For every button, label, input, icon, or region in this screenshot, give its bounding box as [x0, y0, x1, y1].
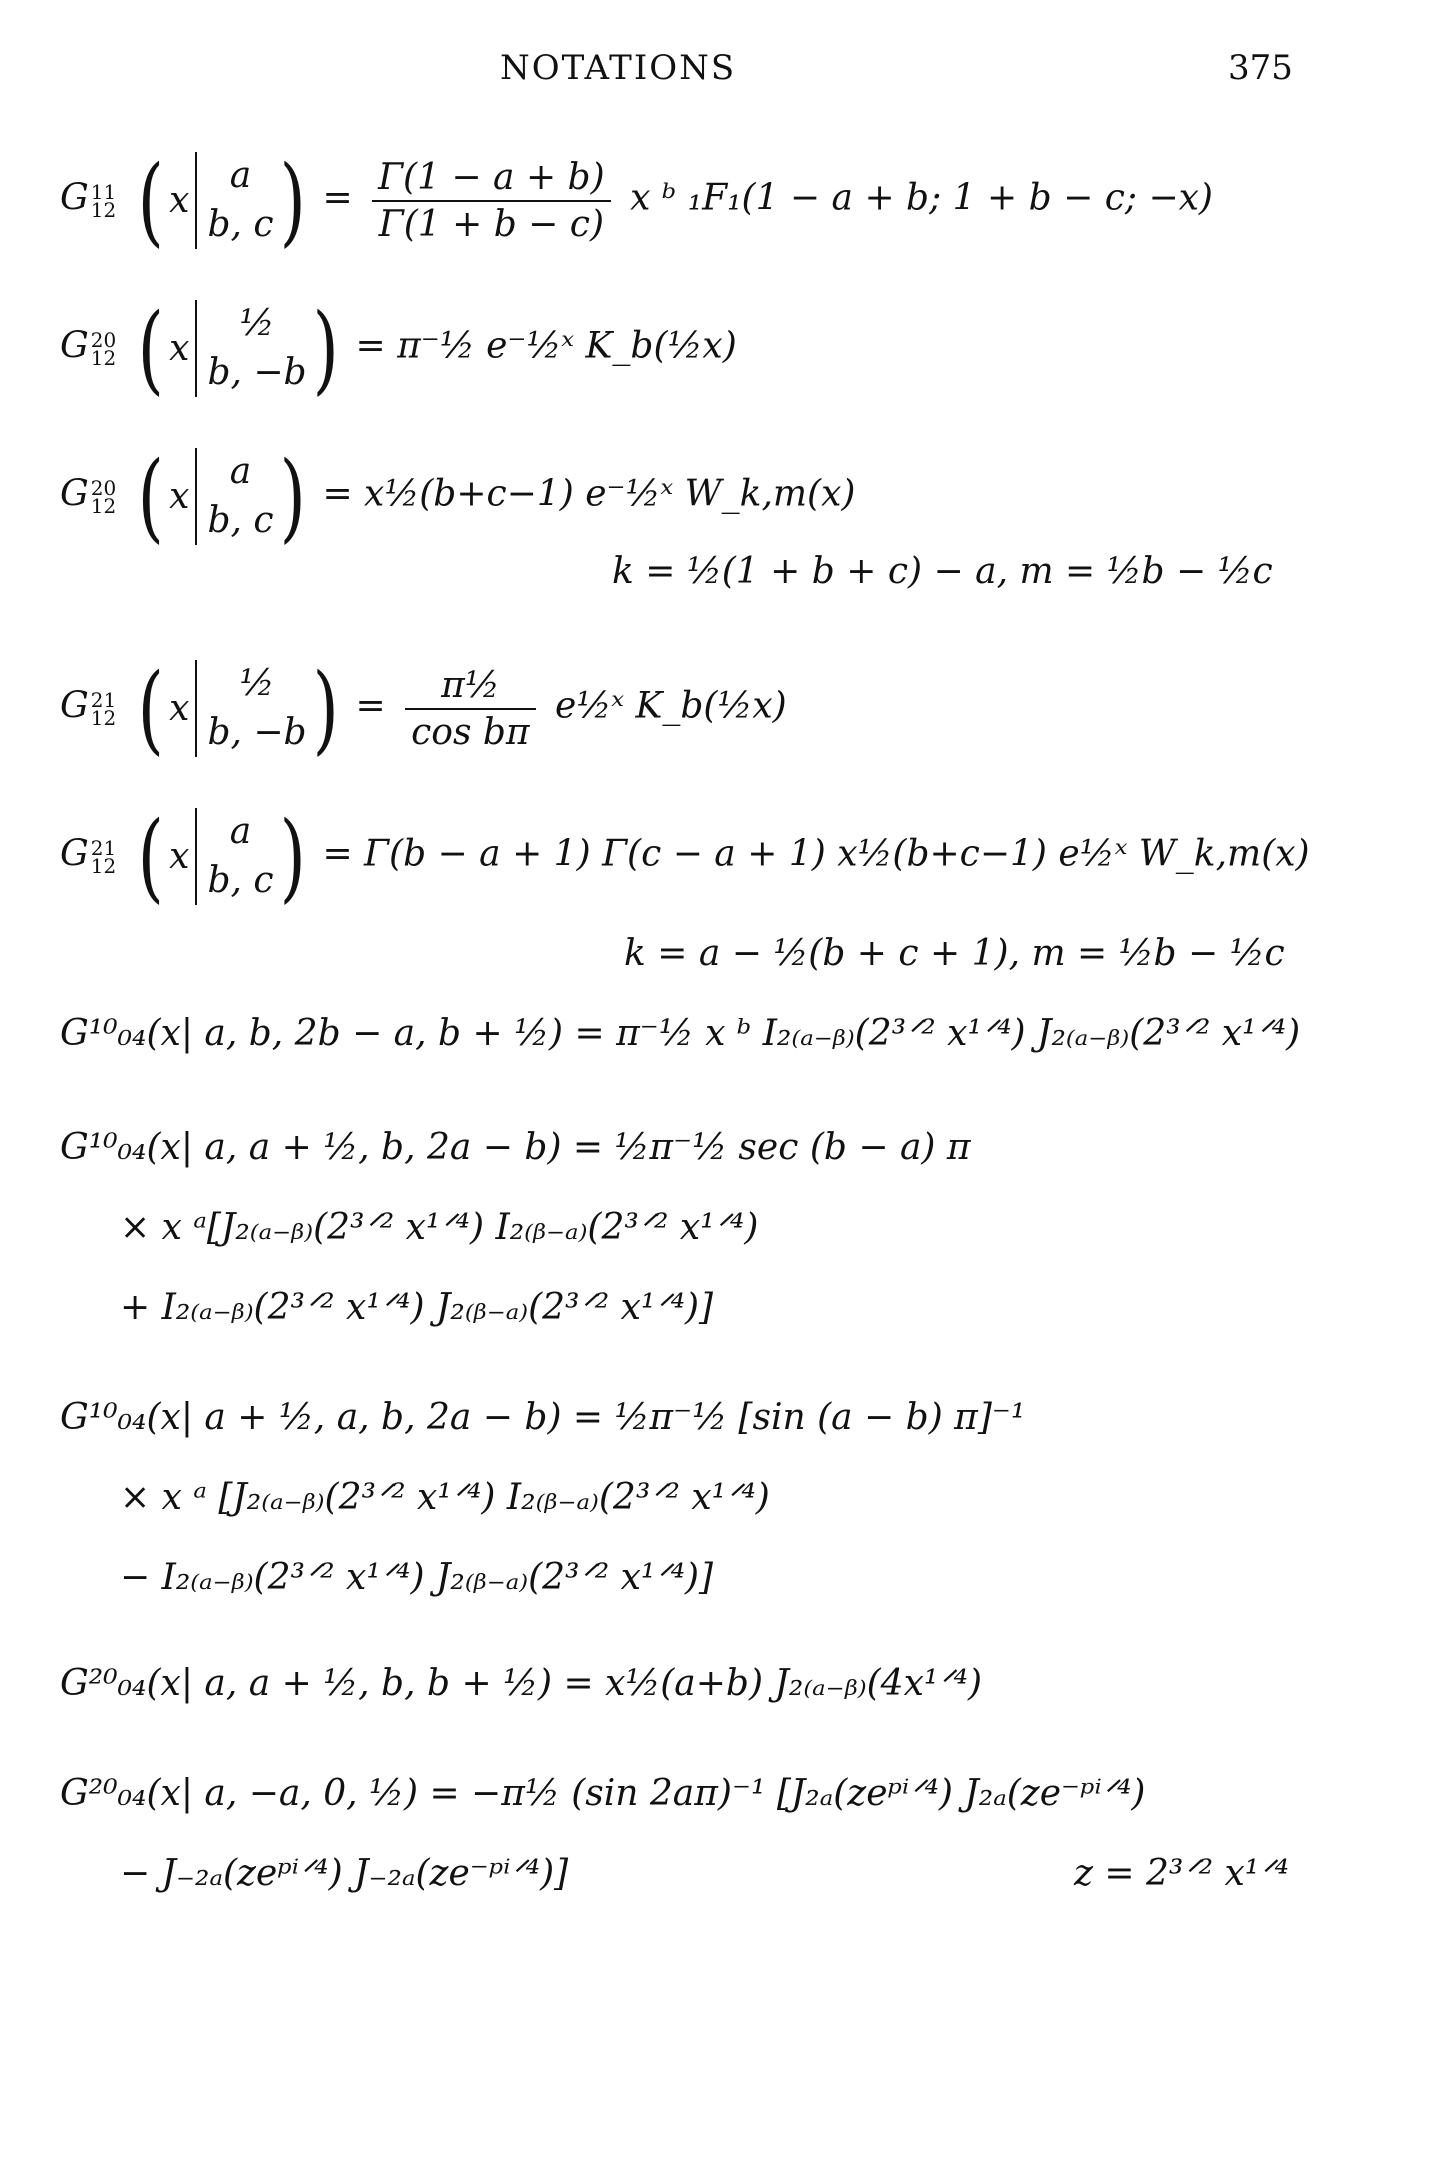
formula-7-line-2: × x ᵃ[J₂₍ₐ₋ᵦ₎(2³ᐟ² x¹ᐟ⁴) I₂₍ᵦ₋ₐ₎(2³ᐟ² x¹ᐟ⁴) [120, 1207, 759, 1248]
fraction-numerator: Γ(1 − a + b) [372, 155, 611, 202]
formula-10-definition: z = 2³ᐟ² x¹ᐟ⁴ [1074, 1853, 1289, 1894]
fraction-denominator: Γ(1 + b − c) [378, 203, 604, 245]
formula-8-line-2: × x ᵃ [J₂₍ₐ₋ᵦ₎(2³ᐟ² x¹ᐟ⁴) I₂₍ᵦ₋ₐ₎(2³ᐟ² x¹ᐟ⁴) [120, 1477, 770, 1518]
formula-1: G 11 12 ( x a b, c ) = $\frac{\Gamma(1 - a + b)}{\Gamma(1 + b - c)}$ x ᵇ ₁F₁(1 − a + b; 1 + b − c; −x) [60, 144, 1213, 257]
formula-rhs: e½ˣ K_b(½x) [555, 685, 787, 727]
formula-10-line-2: − J₋₂ₐ(zeᵖⁱᐟ⁴) J₋₂ₐ(ze⁻ᵖⁱᐟ⁴)] [120, 1853, 569, 1894]
fraction-numerator: π½ [405, 663, 535, 710]
formula-9: G²⁰₀₄(x| a, a + ½, b, b + ½) = x½(a+b) J₂₍ₐ₋ᵦ₎(4x¹ᐟ⁴) [60, 1663, 983, 1704]
formula-rhs: = x½(b+c−1) e⁻½ˣ W_k,m(x) [322, 473, 856, 515]
running-header: NOTATIONS [500, 48, 737, 88]
formula-3-condition: k = ½(1 + b + c) − a, m = ½b − ½c [612, 551, 1273, 592]
formula-4: G 21 12 ( x ½ b, −b ) = $\frac{\text{π½}}{\text{cos bπ}}$ e½ˣ K_b(½x) [60, 652, 787, 765]
formula-3: G 20 12 ( x a b, c ) = x½(b+c−1) e⁻½ˣ W_k,m(x) [60, 440, 856, 553]
formula-rhs: = π⁻½ e⁻½ˣ K_b(½x) [355, 325, 737, 367]
formula-8: G¹⁰₀₄(x| a + ½, a, b, 2a − b) = ½π⁻½ [sin (a − b) π]⁻¹ [60, 1397, 1026, 1438]
page-number: 375 [1228, 48, 1293, 88]
formula-5-condition: k = a − ½(b + c + 1), m = ½b − ½c [624, 933, 1285, 974]
formula-7-line-3: + I₂₍ₐ₋ᵦ₎(2³ᐟ² x¹ᐟ⁴) J₂₍ᵦ₋ₐ₎(2³ᐟ² x¹ᐟ⁴)] [120, 1287, 714, 1328]
formula-2: G 20 12 ( x ½ b, −b ) = π⁻½ e⁻½ˣ K_b(½x) [60, 292, 737, 405]
formula-5: G 21 12 ( x a b, c ) = Γ(b − a + 1) Γ(c − a + 1) x½(b+c−1) e½ˣ W_k,m(x) [60, 800, 1310, 913]
fraction-denominator: cos bπ [411, 711, 530, 753]
formula-10: G²⁰₀₄(x| a, −a, 0, ½) = −π½ (sin 2aπ)⁻¹ [J₂ₐ(zeᵖⁱᐟ⁴) J₂ₐ(ze⁻ᵖⁱᐟ⁴) [60, 1773, 1146, 1814]
formula-8-line-3: − I₂₍ₐ₋ᵦ₎(2³ᐟ² x¹ᐟ⁴) J₂₍ᵦ₋ₐ₎(2³ᐟ² x¹ᐟ⁴)] [120, 1557, 714, 1598]
formula-rhs: x ᵇ ₁F₁(1 − a + b; 1 + b − c; −x) [630, 177, 1213, 219]
formula-7: G¹⁰₀₄(x| a, a + ½, b, 2a − b) = ½π⁻½ sec (b − a) π [60, 1127, 971, 1168]
formula-rhs: = Γ(b − a + 1) Γ(c − a + 1) x½(b+c−1) e½ˣ W_k,m(x) [322, 833, 1310, 875]
formula-6: G¹⁰₀₄(x| a, b, 2b − a, b + ½) = π⁻½ x ᵇ I₂₍ₐ₋ᵦ₎(2³ᐟ² x¹ᐟ⁴) J₂₍ₐ₋ᵦ₎(2³ᐟ² x¹ᐟ⁴) [60, 1013, 1301, 1054]
